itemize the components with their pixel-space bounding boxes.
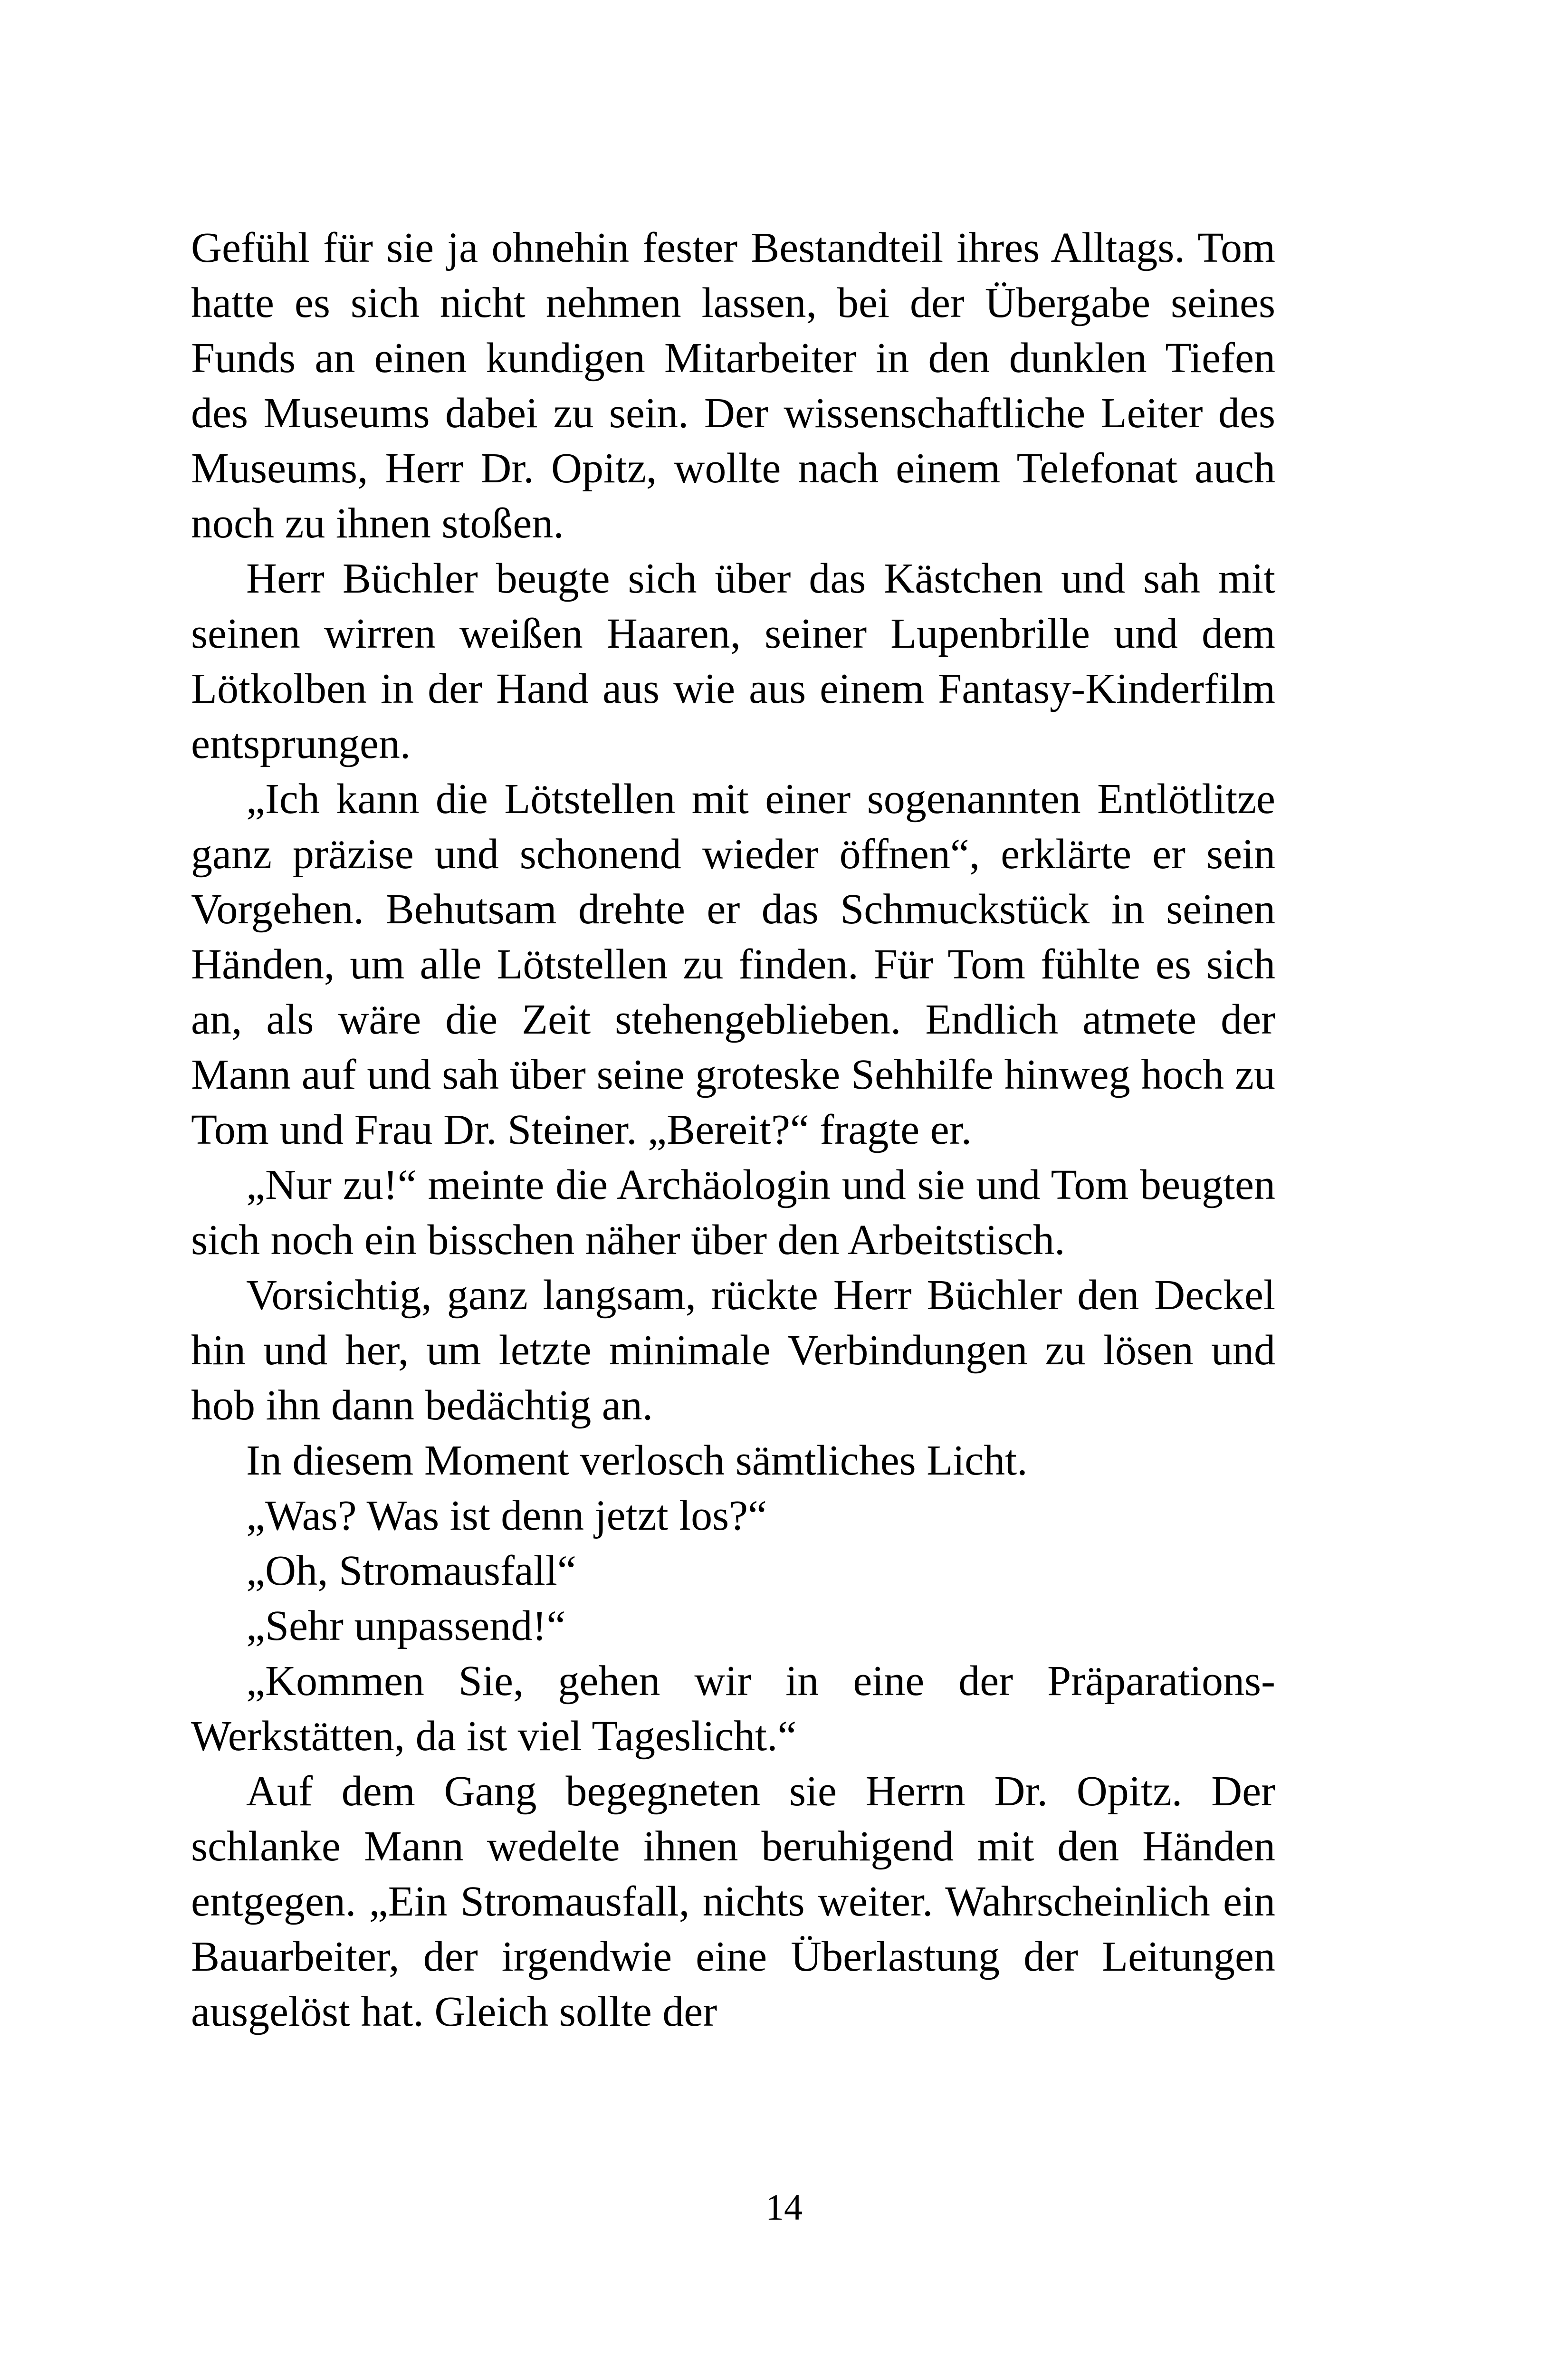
paragraph: „Nur zu!“ meinte die Archäologin und sie und Tom beugten sich noch ein bisschen näher über den Arbeitstisch. — [191, 1161, 1275, 1264]
paragraph: In diesem Moment verlosch sämtliches Licht. — [246, 1437, 1028, 1484]
page-number: 14 — [765, 2186, 803, 2228]
paragraph: „Sehr unpassend!“ — [246, 1602, 566, 1649]
paragraph: „Kommen Sie, gehen wir in eine der Präparations-Werkstätten, da ist viel Tageslicht.“ — [191, 1657, 1275, 1760]
paragraph: Vorsichtig, ganz langsam, rückte Herr Büchler den Deckel hin und her, um letzte minimale Verbindungen zu lösen und hob ihn dann bedächtig an. — [191, 1272, 1275, 1429]
paragraph-continued: Gefühl für sie ja ohnehin fester Bestandteil ihres Alltags. Tom hatte es sich nicht nehmen lassen, bei der Übergabe seines Funds an einen kundigen Mitarbeiter in den dunklen Tiefen des Museums dabei zu sein. Der wissenschaftliche Leiter des Museums, Herr Dr. Opitz, wollte nach einem Telefonat auch noch zu ihnen stoßen. — [191, 224, 1275, 547]
body-text — [191, 220, 1275, 2040]
paragraph: „Oh, Stromausfall“ — [246, 1547, 576, 1594]
paragraph: Herr Büchler beugte sich über das Kästchen und sah mit seinen wirren weißen Haaren, seiner Lupenbrille und dem Lötkolben in der Hand aus wie aus einem Fantasy-Kinderfilm entsprungen. — [191, 555, 1275, 767]
paragraph: „Was? Was ist denn jetzt los?“ — [246, 1492, 767, 1539]
paragraph: „Ich kann die Lötstellen mit einer sogenannten Entlötlitze ganz präzise und schonend wieder öffnen“, erklärte er sein Vorgehen. Behutsam drehte er das Schmuckstück in seinen Händen, um alle Lötstellen zu finden. Für Tom fühlte es sich an, als wäre die Zeit stehengeblieben. Endlich atmete der Mann auf und sah über seine groteske Sehhilfe hinweg hoch zu Tom und Frau Dr. Steiner. „Bereit?“ fragte er. — [191, 776, 1275, 1153]
paragraph: Auf dem Gang begegneten sie Herrn Dr. Opitz. Der schlanke Mann wedelte ihnen beruhigend mit den Händen entgegen. „Ein Stromausfall, nichts weiter. Wahrscheinlich ein Bauarbeiter, der irgendwie eine Überlastung der Leitungen ausgelöst hat. Gleich sollte der — [191, 1768, 1275, 2035]
